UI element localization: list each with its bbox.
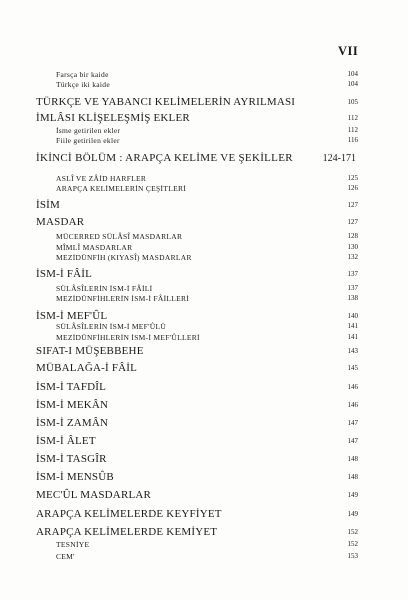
toc-entry-title: İSM-İ TASGÎR [36, 453, 107, 465]
toc-entry-title: TESNİYE [56, 540, 90, 549]
toc-entry-page-number: 152 [347, 528, 358, 536]
toc-entry-page-number: 127 [347, 218, 358, 226]
toc-entry-title: ASLÎ VE ZÂİD HARFLER [56, 174, 147, 183]
toc-entry-title: MASDAR [36, 216, 85, 228]
toc-entry-page-number: 125 [347, 174, 358, 182]
toc-entry-page-number: 143 [347, 347, 358, 355]
toc-entry-page-number: 124-171 [322, 153, 356, 164]
toc-entry-title: Türkçe iki kaide [56, 80, 110, 89]
toc-entry-title: SÜLÂSÎLERİN İSM-İ MEF'ÛLÜ [56, 322, 167, 331]
toc-entry-page-number: 112 [347, 126, 358, 134]
toc-entry-page-number: 127 [347, 201, 358, 209]
toc-entry-title: MEZİDÜNFİHLERİN İSM-İ FÂİLLERİ [56, 294, 190, 303]
toc-entry [0, 333, 408, 345]
toc-entry [0, 540, 408, 552]
toc-entry-page-number: 105 [347, 98, 358, 106]
toc-entry-title: İSM-İ ZAMÂN [36, 417, 109, 429]
toc-entry-page-number: 146 [347, 401, 358, 409]
toc-entry [0, 400, 408, 412]
toc-entry-page-number: 140 [347, 312, 358, 320]
toc-entry-page-number: 141 [347, 322, 358, 330]
toc-entry-title: İSM-İ FÂİL [36, 268, 93, 280]
toc-entry-title: İSM-İ ÂLET [36, 435, 96, 447]
toc-entry-title: CEM' [56, 552, 75, 561]
toc-entry-page-number: 116 [347, 136, 358, 144]
toc-entry [0, 436, 408, 448]
toc-entry [0, 552, 408, 564]
toc-entry-title: İSM-İ TAFDÎL [36, 381, 107, 393]
toc-entry-title: İKİNCİ BÖLÜM : ARAPÇA KELİME VE ŞEKİLLER [36, 152, 293, 164]
toc-entry [0, 184, 408, 196]
toc-entry-page-number: 130 [347, 243, 358, 251]
toc-entry-page-number: 138 [347, 294, 358, 302]
toc-entry-title: İSM-İ MEF'ÛL [36, 310, 108, 322]
toc-entry [0, 527, 408, 539]
toc-entry [0, 454, 408, 466]
toc-entry-title: ARAPÇA KELİMELERDE KEMİYET [36, 526, 218, 538]
toc-entry-title: MÎMLÎ MASDARLAR [56, 243, 133, 252]
page-number: VII [338, 44, 359, 58]
toc-entry [0, 200, 408, 212]
toc-entry-title: İsme getirilen ekler [56, 126, 121, 135]
toc-entry-title: Farsça bir kaide [56, 70, 109, 79]
toc-entry-page-number: 137 [347, 284, 358, 292]
toc-entry-title: MÜBALAĞA-İ FÂİL [36, 362, 138, 374]
toc-entry-page-number: 104 [347, 80, 358, 88]
toc-entry-title: MEZİDÜNFİHLERİN İSM-İ MEF'ÛLLERİ [56, 333, 200, 342]
toc-entry [0, 97, 408, 109]
toc-entry-title: ARAPÇA KELİMELERİN ÇEŞİTLERİ [56, 184, 187, 193]
toc-entry [0, 418, 408, 430]
toc-entry-page-number: 137 [347, 270, 358, 278]
toc-entry-page-number: 149 [347, 491, 358, 499]
toc-entry [0, 509, 408, 521]
toc-entry-page-number: 128 [347, 232, 358, 240]
toc-entry-title: SIFAT-I MÜŞEBBEHE [36, 345, 144, 357]
toc-entry-page-number: 153 [347, 552, 358, 560]
toc-entry [0, 346, 408, 358]
toc-entry-title: Fiile getirilen ekler [56, 136, 120, 145]
toc-entry-page-number: 147 [347, 437, 358, 445]
toc-entry [0, 382, 408, 394]
toc-entry-page-number: 147 [347, 419, 358, 427]
toc-entry [0, 294, 408, 306]
toc-entry-title: SÜLÂSÎLERİN İSM-İ FÂİLİ [56, 284, 153, 293]
toc-entry-title: TÜRKÇE VE YABANCI KELİMELERİN AYRILMASI [36, 96, 296, 108]
toc-entry-title: İSİM [36, 199, 61, 211]
toc-entry-page-number: 126 [347, 184, 358, 192]
toc-entry-page-number: 149 [347, 510, 358, 518]
toc-entry [0, 490, 408, 502]
toc-entry-page-number: 148 [347, 455, 358, 463]
toc-entry [0, 217, 408, 229]
toc-entry-page-number: 148 [347, 473, 358, 481]
toc-entry-title: MEC'ÛL MASDARLAR [36, 489, 152, 501]
toc-entry [0, 136, 408, 148]
toc-entry [0, 269, 408, 281]
toc-entry-page-number: 152 [347, 540, 358, 548]
toc-entry-page-number: 112 [347, 114, 358, 122]
toc-entry-title: ARAPÇA KELİMELERDE KEYFİYET [36, 508, 222, 520]
toc-entry [0, 363, 408, 375]
toc-entry-page-number: 104 [347, 70, 358, 78]
toc-entry-page-number: 141 [347, 333, 358, 341]
toc-entry [0, 153, 408, 165]
toc-entry [0, 472, 408, 484]
toc-entry-page-number: 145 [347, 364, 358, 372]
toc-entry [0, 80, 408, 92]
toc-entry [0, 253, 408, 265]
toc-entry-title: MEZİDÜNFİH (KIYASÎ) MASDARLAR [56, 253, 192, 262]
toc-entry-title: MÜCERRED SÜLÂSÎ MASDARLAR [56, 232, 183, 241]
toc-entry [0, 113, 408, 125]
toc-entry-title: İSM-İ MEKÂN [36, 399, 109, 411]
toc-entry-title: İSM-İ MENSÛB [36, 471, 114, 483]
toc-entry-title: İMLÂSI KLİŞELEŞMİŞ EKLER [36, 112, 190, 124]
toc-entry-page-number: 146 [347, 383, 358, 391]
toc-entry-page-number: 132 [347, 253, 358, 261]
